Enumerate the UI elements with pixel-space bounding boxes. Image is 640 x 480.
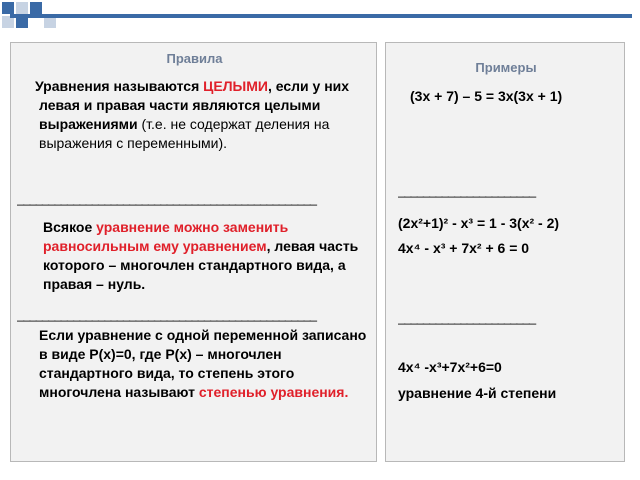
rules-panel [10, 42, 377, 462]
example-2-line-1: (2х²+1)² - х³ = 1 - 3(х² - 2) [398, 215, 560, 231]
rule3-highlight: степенью уравнения. [198, 384, 349, 400]
rules-separator-2: ________________________________________________ [17, 307, 317, 322]
rules-title: Правила [166, 51, 223, 66]
rule1-note: (т.е. не содержат деления на выражения с переменными). [39, 116, 330, 151]
header-bar [10, 14, 632, 18]
rule1-highlight: ЦЕЛЫМИ [203, 78, 268, 94]
example-1: (3х + 7) – 5 = 3х(3х + 1) [410, 88, 563, 104]
rule2-highlight: уравнение можно заменить равносильным ему уравнением [43, 219, 289, 254]
rule-integer-equation [35, 77, 369, 153]
examples-panel [385, 42, 625, 462]
example-3-line-2: уравнение 4-й степени [398, 385, 557, 401]
rules-separator-1: ________________________________________________ [17, 191, 317, 206]
examples-title: Примеры [475, 60, 537, 75]
examples-separator-1: ______________________ [398, 183, 536, 198]
rule-equation-degree [39, 326, 371, 402]
rule2-text1: Всякое [43, 219, 97, 235]
example-3-line-1: 4х⁴ -х³+7х²+6=0 [398, 359, 502, 375]
examples-separator-2: ______________________ [398, 310, 536, 325]
rule1-text1: Уравнения называются [35, 78, 204, 94]
rule-equivalent-equation [43, 218, 371, 294]
example-2-line-2: 4х⁴ - х³ + 7х² + 6 = 0 [398, 240, 530, 256]
rule3-text1: Если уравнение с одной переменной записано в виде Р(х)=0, где Р(х) – многочлен стандартного вида, то степень этого многочлена называют [39, 327, 367, 400]
rule2-text2: , левая часть которого – многочлен стандартного вида, а правая – нуль. [43, 238, 359, 292]
rule1-text2: , если у них левая и правая части являются целыми выражениями [39, 78, 350, 132]
